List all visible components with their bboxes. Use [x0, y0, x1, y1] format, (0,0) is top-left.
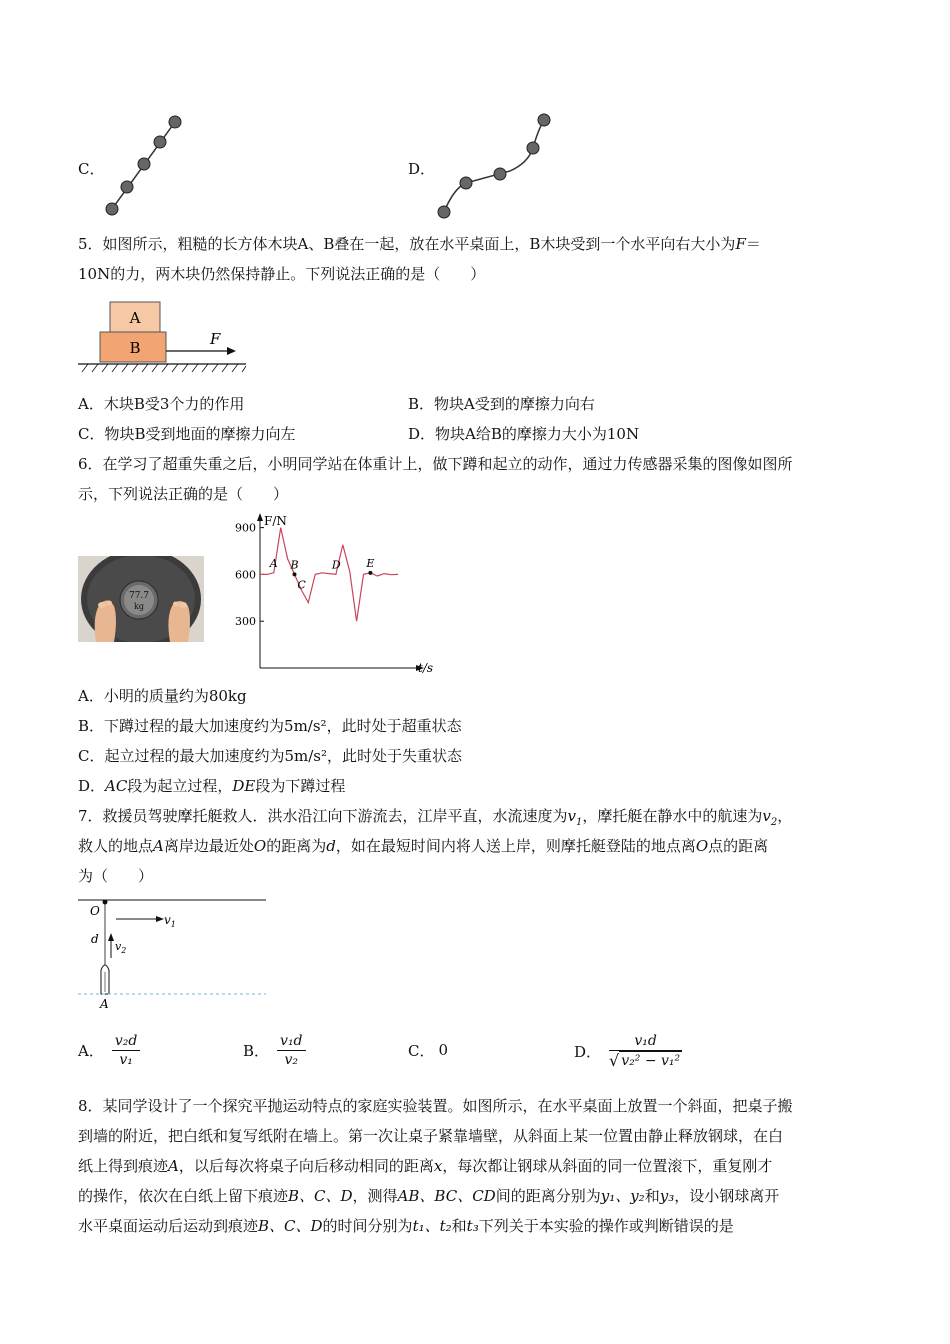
- q7-option-d-denominator: v₂² − v₁²: [621, 1053, 681, 1069]
- q7-option-b-denominator: v₂: [284, 1051, 299, 1068]
- q4-option-c-label: C．: [78, 160, 105, 178]
- q7-option-a: A． $\frac{\text{v₂d}}{\text{v₁}}$: [78, 1030, 140, 1070]
- scale-unit: kg: [134, 602, 144, 611]
- q6-option-c: C．起立过程的最大加速度约为5m/s²，此时处于失重状态: [78, 747, 463, 765]
- distance-d-label: d: [91, 932, 99, 946]
- point-E-label: E: [366, 556, 375, 570]
- point-D-label: D: [331, 558, 341, 572]
- force-series-line: [260, 528, 398, 622]
- q7-stem-line3: 为（ ）: [78, 867, 154, 885]
- q7-option-d-numerator: v₁d: [609, 1032, 682, 1051]
- q8-stem-line3: 纸上得到痕迹A，以后每次将桌子向后移动相同的距离x，每次都让钢球从斜面的同一位置滚下，重复刚才: [78, 1157, 773, 1175]
- q4-option-c-figure: [100, 112, 190, 220]
- q5-stem-line1: 5．如图所示，粗糙的长方体木块A、B叠在一起，放在水平桌面上，B木块受到一个水平向右大小为F＝: [78, 235, 761, 253]
- q4-option-d-label: D．: [408, 160, 436, 178]
- q7-river-figure: [78, 892, 270, 1012]
- bathroom-scale-photo: [78, 556, 204, 642]
- q7-option-b: B． $\frac{\text{v₁d}}{\text{v₂}}$: [243, 1030, 306, 1070]
- point-a-label: A: [100, 997, 109, 1011]
- q6-option-a: A．小明的质量约为80kg: [78, 687, 247, 705]
- q6-option-d: D．AC段为起立过程，DE段为下蹲过程: [78, 777, 346, 795]
- point-B-label: B: [290, 558, 299, 572]
- chart-ylabel: F/N: [264, 514, 287, 528]
- v2-label: $v_2$: [115, 940, 127, 955]
- q8-stem-line4: 的操作，依次在白纸上留下痕迹B、C、D，测得AB、BC、CD间的距离分别为y₁、y₂和y₃，设小钢球离开: [78, 1187, 780, 1205]
- q7-option-b-numerator: v₁d: [277, 1032, 305, 1051]
- scale-reading: 77.7: [128, 591, 150, 601]
- point-E-marker: [368, 571, 372, 575]
- point-C-label: C: [297, 578, 306, 592]
- sqrt-sign-icon: √: [609, 1050, 620, 1070]
- q6-stem-line1: 6．在学习了超重失重之后，小明同学站在体重计上，做下蹲和起立的动作，通过力传感器采集的图像如图所: [78, 455, 793, 473]
- force-f-label: F: [210, 330, 221, 348]
- q5-option-d: D．物块A给B的摩擦力大小为10N: [408, 425, 640, 443]
- point-B-marker: [293, 572, 297, 576]
- y-tick-label-900: 900: [235, 521, 256, 535]
- point-A-label: A: [269, 556, 278, 570]
- q5-blocks-figure: [78, 298, 254, 378]
- point-o-label: O: [90, 904, 100, 918]
- q7-option-c: C． 0: [408, 1041, 449, 1060]
- q7-option-d: D． v₁d √ v₂² − v₁²: [574, 1033, 681, 1070]
- y-tick-label-600: 600: [235, 568, 256, 582]
- block-b-label: B: [129, 339, 141, 357]
- q5-stem-line2: 10N的力，两木块仍然保持静止。下列说法正确的是（ ）: [78, 265, 486, 283]
- q6-option-c-accel: 5m/s²: [284, 747, 328, 765]
- q4-option-d-figure: [432, 108, 556, 222]
- v1-label: $v_1$: [164, 913, 176, 929]
- q6-option-b: B．下蹲过程的最大加速度约为5m/s²，此时处于超重状态: [78, 717, 462, 735]
- q7-stem-line1: 7．救援员驾驶摩托艇救人．洪水沿江向下游流去，江岸平直，水流速度为$v_1$，摩托艇在静水中的航速为$v_2$，: [78, 807, 793, 828]
- block-a-label: A: [129, 309, 141, 327]
- q6-option-b-accel: 5m/s²: [284, 717, 327, 735]
- q5-option-c: C．物块B受到地面的摩擦力向左: [78, 425, 296, 443]
- chart-xlabel: t/s: [418, 661, 434, 675]
- q6-stem-line2: 示，下列说法正确的是（ ）: [78, 485, 289, 503]
- q8-stem-line1: 8．某同学设计了一个探究平抛运动特点的家庭实验装置。如图所示，在水平桌面上放置一个斜面，把桌子搬: [78, 1097, 793, 1115]
- y-tick-label-300: 300: [235, 615, 256, 629]
- q7-option-a-denominator: v₁: [119, 1051, 133, 1068]
- q8-stem-line2: 到墙的附近，把白纸和复写纸附在墙上。第一次让桌子紧靠墙壁，从斜面上某一位置由静止释放钢球，在白: [78, 1127, 784, 1145]
- q5-option-a: A．木块B受3个力的作用: [78, 395, 245, 413]
- force-time-chart: [222, 510, 442, 676]
- q7-option-a-numerator: v₂d: [112, 1032, 140, 1051]
- q8-stem-line5: 水平桌面运动后运动到痕迹B、C、D的时间分别为t₁、t₂和t₃下列关于本实验的操作或判断错误的是: [78, 1217, 734, 1235]
- q5-option-b: B．物块A受到的摩擦力向右: [408, 395, 595, 413]
- q7-stem-line2: 救人的地点A离岸边最近处O的距离为d，如在最短时间内将人送上岸，则摩托艇登陆的地点离O点的距离: [78, 837, 769, 855]
